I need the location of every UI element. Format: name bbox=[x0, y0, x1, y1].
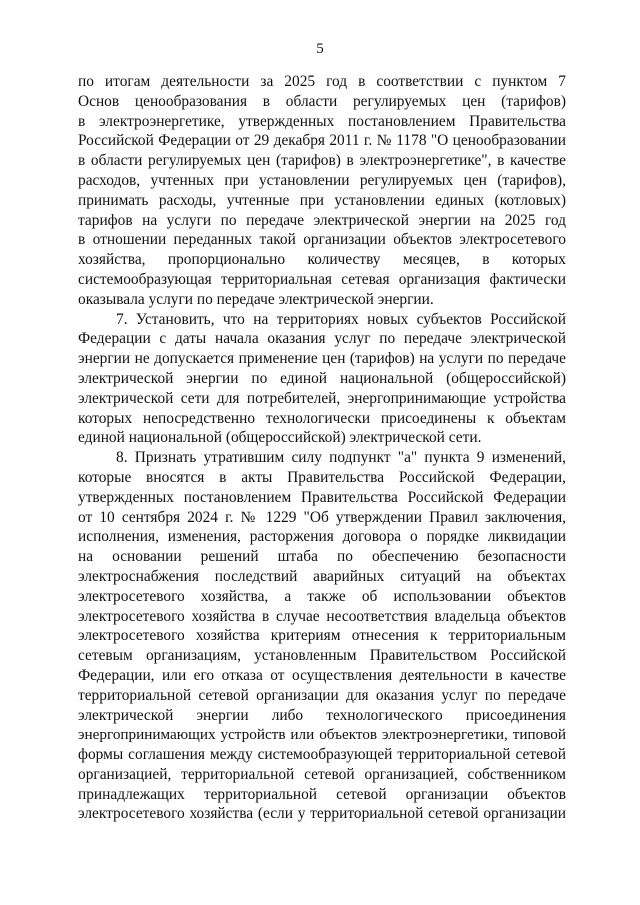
text-line: в области регулируемых цен (тарифов) в электроэнергетике", в качестве bbox=[78, 152, 566, 170]
text-line: которых непосредственно технологически присоединены к объектам bbox=[78, 409, 566, 427]
text-line: на основании решений штаба по обеспечению безопасности bbox=[78, 548, 566, 566]
text-line: 8. Признать утратившим силу подпункт "а" пункта 9 изменений, bbox=[116, 449, 566, 467]
text-line: Российской Федерации от 29 декабря 2011 г. № 1178 "О ценообразовании bbox=[78, 132, 566, 150]
text-line: энергии не допускается применение цен (тарифов) на услуги по передаче bbox=[78, 350, 566, 368]
text-line: Федерации с даты начала оказания услуг по передаче электрической bbox=[78, 330, 566, 348]
text-line: организацией, территориальной сетевой организацией, собственником bbox=[78, 765, 566, 783]
document-body bbox=[78, 72, 566, 824]
page-number: 5 bbox=[316, 41, 324, 57]
text-line: Основ ценообразования в области регулируемых цен (тарифов) bbox=[78, 92, 566, 110]
text-line: 7. Установить, что на территориях новых субъектов Российской bbox=[116, 310, 566, 328]
text-line: энергопринимающих устройств или объектов электроэнергетики, типовой bbox=[78, 726, 566, 744]
text-line: по итогам деятельности за 2025 год в соответствии с пунктом 7 bbox=[78, 73, 566, 90]
text-line: электросетевого хозяйства (если у территориальной сетевой организации bbox=[78, 805, 566, 823]
text-line: расходов, учтенных при установлении регулируемых цен (тарифов), bbox=[78, 171, 566, 189]
text-line: которые вносятся в акты Правительства Российской Федерации, bbox=[78, 468, 566, 486]
text-line: тарифов на услуги по передаче электрической энергии на 2025 год bbox=[78, 211, 566, 229]
text-line: оказывала услуги по передаче электрической энергии. bbox=[78, 290, 434, 308]
text-line: территориальной сетевой организации для оказания услуг по передаче bbox=[78, 686, 566, 704]
text-line: системообразующая территориальная сетевая организация фактически bbox=[78, 270, 566, 288]
text-line: исполнения, изменения, расторжения договора о порядке ликвидации bbox=[78, 528, 566, 546]
text-line: утвержденных постановлением Правительства Российской Федерации bbox=[78, 488, 566, 506]
text-line: Федерации, или его отказа от осуществления деятельности в качестве bbox=[78, 666, 566, 684]
text-line: в отношении переданных такой организации объектов электросетевого bbox=[78, 231, 566, 249]
text-line: электрической сети для потребителей, энергопринимающие устройства bbox=[78, 389, 566, 407]
text-line: хозяйства, пропорционально количеству месяцев, в которых bbox=[78, 251, 566, 269]
text-line: электрической энергии либо технологического присоединения bbox=[78, 706, 566, 724]
text-line: сетевым организациям, установленным Правительством Российской bbox=[78, 647, 566, 665]
text-line: электросетевого хозяйства, а также об использовании объектов bbox=[78, 587, 566, 605]
text-line: принимать расходы, учтенные при установлении единых (котловых) bbox=[78, 191, 566, 209]
text-line: электросетевого хозяйства критериям отнесения к территориальным bbox=[78, 627, 566, 645]
text-line: в электроэнергетике, утвержденных постановлением Правительства bbox=[78, 112, 566, 130]
text-line: единой национальной (общероссийской) электрической сети. bbox=[78, 429, 482, 447]
text-line: от 10 сентября 2024 г. № 1229 "Об утверждении Правил заключения, bbox=[78, 508, 566, 526]
text-line: электрической энергии по единой национальной (общероссийской) bbox=[78, 369, 566, 387]
text-line: электросетевого хозяйства в случае несоответствия владельца объектов bbox=[78, 607, 566, 625]
text-line: принадлежащих территориальной сетевой организации объектов bbox=[78, 785, 566, 803]
text-line: формы соглашения между системообразующей территориальной сетевой bbox=[78, 746, 566, 764]
text-line: электроснабжения последствий аварийных ситуаций на объектах bbox=[78, 567, 566, 585]
